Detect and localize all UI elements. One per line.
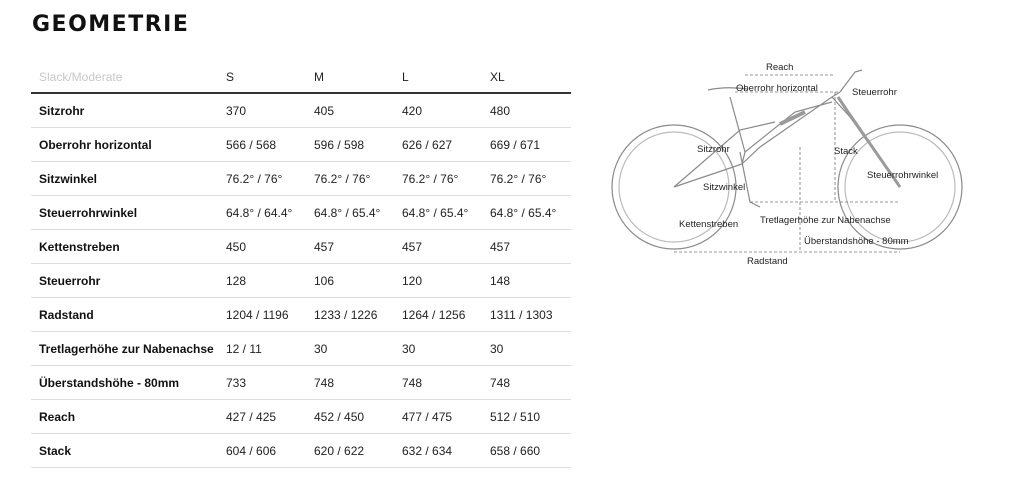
cell-value: 405 <box>306 93 394 128</box>
cell-value: 30 <box>394 332 482 366</box>
row-label: Oberrohr horizontal <box>31 128 218 162</box>
label-sitzrohr: Sitzrohr <box>697 144 730 155</box>
table-row <box>31 400 571 434</box>
table-row <box>31 434 571 468</box>
cell-value: 566 / 568 <box>218 128 306 162</box>
row-label: Steuerrohr <box>31 264 218 298</box>
label-reach: Reach <box>766 62 794 73</box>
table-row <box>31 264 571 298</box>
table-row <box>31 93 571 128</box>
cell-value: 748 <box>482 366 571 400</box>
bike-geometry-diagram <box>600 52 980 292</box>
table-corner-label: Slack/Moderate <box>31 62 218 93</box>
cell-value: 64.8° / 65.4° <box>482 196 571 230</box>
label-steuerrohrwinkel: Steuerrohrwinkel <box>867 170 939 181</box>
cell-value: 480 <box>482 93 571 128</box>
label-ueberstand: Überstandshöhe - 80mm <box>804 236 909 247</box>
cell-value: 427 / 425 <box>218 400 306 434</box>
cell-value: 457 <box>482 230 571 264</box>
cell-value: 1311 / 1303 <box>482 298 571 332</box>
table-header-row <box>31 62 571 93</box>
cell-value: 620 / 622 <box>306 434 394 468</box>
row-label: Radstand <box>31 298 218 332</box>
label-kettenstreben: Kettenstreben <box>679 219 739 230</box>
label-sitzwinkel: Sitzwinkel <box>703 182 746 193</box>
cell-value: 120 <box>394 264 482 298</box>
cell-value: 1264 / 1256 <box>394 298 482 332</box>
cell-value: 76.2° / 76° <box>482 162 571 196</box>
cell-value: 450 <box>218 230 306 264</box>
row-label: Sitzwinkel <box>31 162 218 196</box>
row-label: Kettenstreben <box>31 230 218 264</box>
cell-value: 12 / 11 <box>218 332 306 366</box>
label-stack: Stack <box>834 146 858 157</box>
table-row <box>31 298 571 332</box>
table-row <box>31 162 571 196</box>
row-label: Reach <box>31 400 218 434</box>
size-header: XL <box>482 62 571 93</box>
cell-value: 30 <box>482 332 571 366</box>
label-radstand: Radstand <box>747 256 788 267</box>
cell-value: 64.8° / 65.4° <box>306 196 394 230</box>
cell-value: 477 / 475 <box>394 400 482 434</box>
label-tretlager: Tretlagerhöhe zur Nabenachse <box>760 215 891 226</box>
cell-value: 748 <box>394 366 482 400</box>
cell-value: 452 / 450 <box>306 400 394 434</box>
cell-value: 748 <box>306 366 394 400</box>
row-label: Überstandshöhe - 80mm <box>31 366 218 400</box>
page-title: GEOMETRIE <box>32 12 190 37</box>
cell-value: 457 <box>394 230 482 264</box>
table-row <box>31 196 571 230</box>
table-row <box>31 230 571 264</box>
cell-value: 420 <box>394 93 482 128</box>
geometry-table <box>31 62 571 468</box>
size-header: M <box>306 62 394 93</box>
cell-value: 632 / 634 <box>394 434 482 468</box>
table-row <box>31 332 571 366</box>
cell-value: 370 <box>218 93 306 128</box>
cell-value: 596 / 598 <box>306 128 394 162</box>
cell-value: 64.8° / 64.4° <box>218 196 306 230</box>
size-header: S <box>218 62 306 93</box>
label-oberrohr: Oberrohr horizontal <box>736 83 818 94</box>
row-label: Sitzrohr <box>31 93 218 128</box>
cell-value: 512 / 510 <box>482 400 571 434</box>
table-row <box>31 128 571 162</box>
cell-value: 733 <box>218 366 306 400</box>
cell-value: 106 <box>306 264 394 298</box>
cell-value: 626 / 627 <box>394 128 482 162</box>
row-label: Tretlagerhöhe zur Nabenachse <box>31 332 218 366</box>
cell-value: 1204 / 1196 <box>218 298 306 332</box>
cell-value: 30 <box>306 332 394 366</box>
cell-value: 1233 / 1226 <box>306 298 394 332</box>
row-label: Steuerrohrwinkel <box>31 196 218 230</box>
size-header: L <box>394 62 482 93</box>
cell-value: 148 <box>482 264 571 298</box>
cell-value: 669 / 671 <box>482 128 571 162</box>
cell-value: 128 <box>218 264 306 298</box>
row-label: Stack <box>31 434 218 468</box>
table-row <box>31 366 571 400</box>
cell-value: 76.2° / 76° <box>394 162 482 196</box>
cell-value: 76.2° / 76° <box>306 162 394 196</box>
cell-value: 64.8° / 65.4° <box>394 196 482 230</box>
cell-value: 76.2° / 76° <box>218 162 306 196</box>
cell-value: 604 / 606 <box>218 434 306 468</box>
cell-value: 658 / 660 <box>482 434 571 468</box>
label-steuerrohr: Steuerrohr <box>852 87 897 98</box>
cell-value: 457 <box>306 230 394 264</box>
